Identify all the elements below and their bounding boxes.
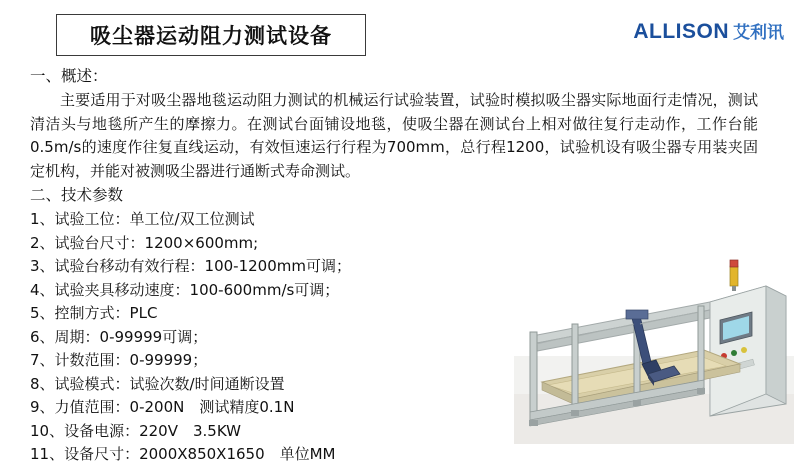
list-item: 9、力值范围：0-200N 测试精度0.1N bbox=[30, 398, 295, 416]
list-item: 5、控制方式：PLC bbox=[30, 304, 158, 322]
list-item: 8、试验模式：试验次数/时间通断设置 bbox=[30, 374, 285, 393]
list-item: 10、设备电源：220V 3.5KW bbox=[30, 421, 241, 440]
specs-heading: 二、技术参数 bbox=[30, 186, 124, 204]
list-item: 11、设备尺寸：2000X850X1650 单位MM bbox=[30, 445, 336, 463]
brand-logo bbox=[633, 18, 784, 44]
page-title-box bbox=[56, 14, 366, 56]
list-item: 2、试验台尺寸：1200×600mm; bbox=[30, 233, 259, 252]
brand-name-en: ALLISON bbox=[633, 20, 729, 43]
list-item: 3、试验台移动有效行程：100-1200mm可调； bbox=[30, 257, 351, 275]
list-item: 4、试验夹具移动速度：100-600mm/s可调； bbox=[30, 280, 340, 299]
list-item: 1、试验工位：单工位/双工位测试 bbox=[30, 210, 255, 228]
page-title: 吸尘器运动阻力测试设备 bbox=[90, 24, 332, 48]
list-item: 6、周期：0-99999可调； bbox=[30, 327, 208, 346]
equipment-photo bbox=[514, 244, 794, 444]
overview-heading: 一、概述： bbox=[30, 67, 108, 85]
overview-paragraph: 主要适用于对吸尘器地毯运动阻力测试的机械运行试验装置，试验时模拟吸尘器实际地面行走情况，测试清洁头与地毯所产生的摩擦力。在测试台面铺设地毯，使吸尘器在测试台上相对做往复行走动作，工作台能0.5m/s的速度作往复直线运动，有效恒速运行行程为700mm，总行程1200，试验机设有吸尘器专用装夹固定机构，并能对被测吸尘器进行通断式寿命测试。 bbox=[30, 91, 758, 180]
list-item: 7、计数范围：0-99999； bbox=[30, 351, 208, 369]
brand-name-cn: 艾利讯 bbox=[733, 23, 784, 43]
